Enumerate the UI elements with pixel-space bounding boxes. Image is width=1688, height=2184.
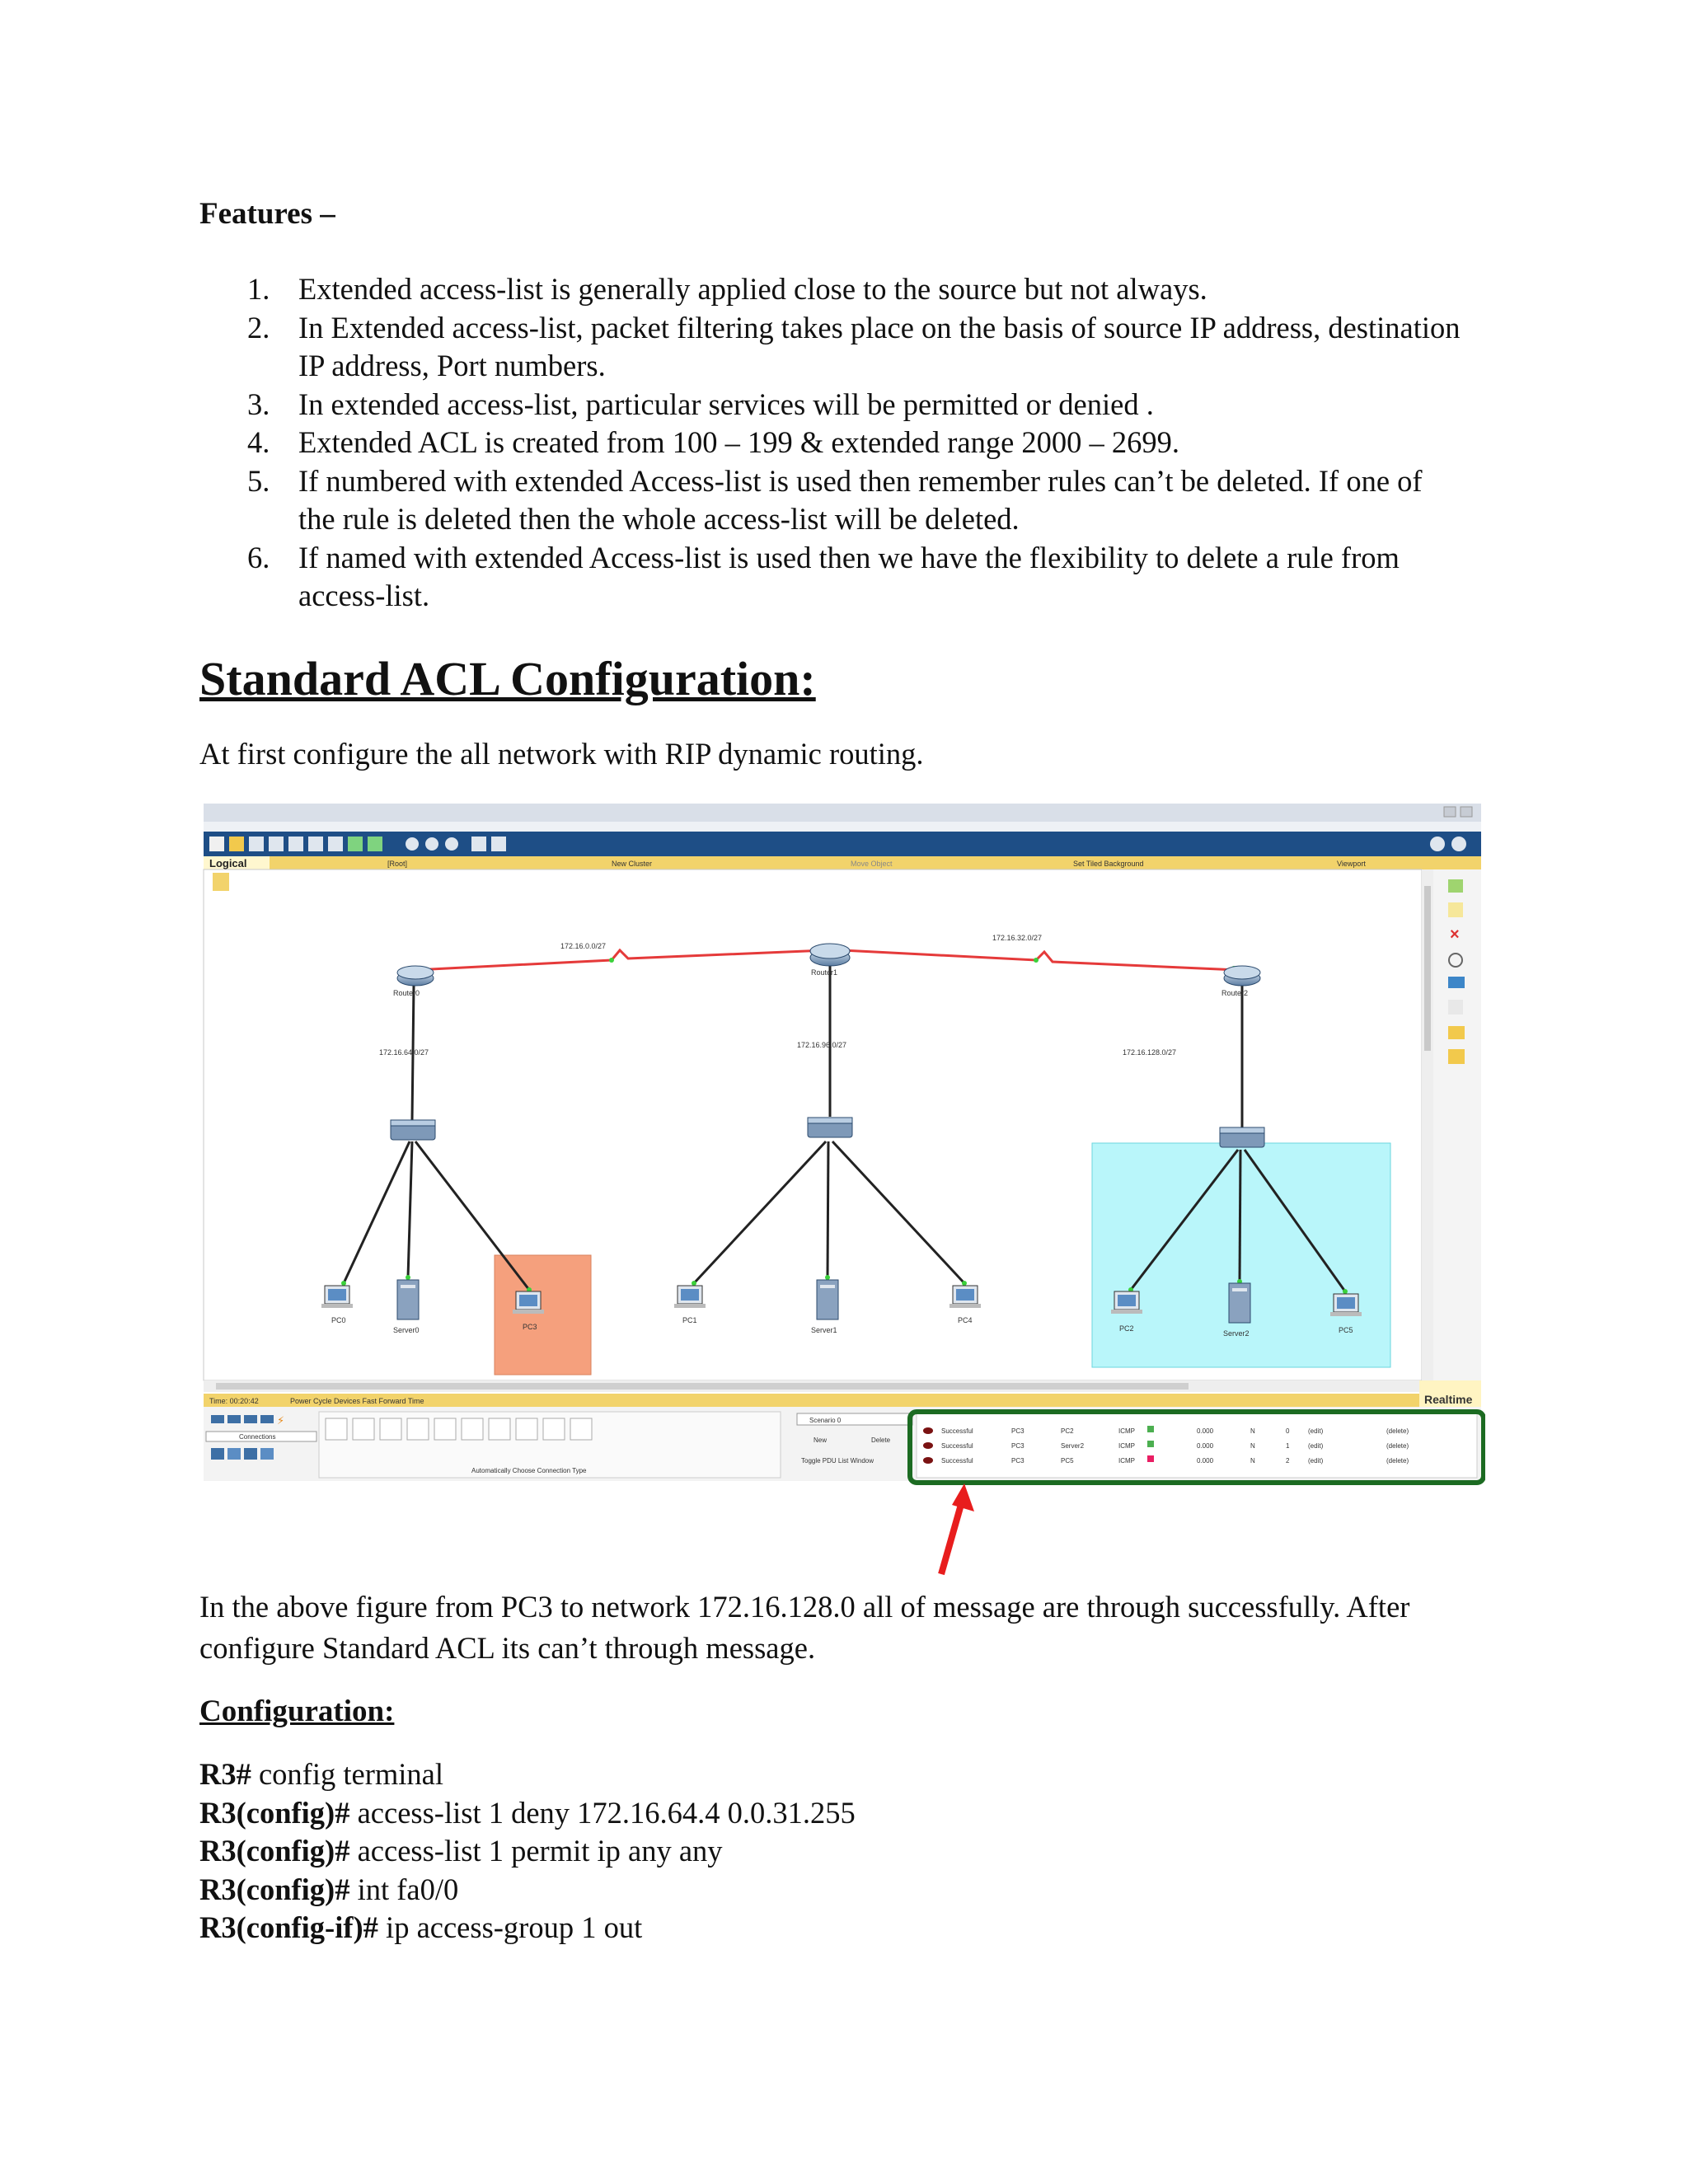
scenario-select-label: Scenario 0 <box>809 1417 842 1424</box>
pdu-cell-num: 2 <box>1286 1457 1290 1465</box>
root-label[interactable]: [Root] <box>387 860 408 868</box>
pdu-cell-dst: PC2 <box>1061 1427 1074 1435</box>
viewport-button[interactable]: Viewport <box>1337 860 1366 868</box>
time-label: Time: 00:20:42 <box>209 1397 259 1405</box>
section-title: Standard ACL Configuration: <box>199 652 816 705</box>
pdu-cell-edit[interactable]: (edit) <box>1308 1457 1324 1465</box>
pdu-cell-time: 0.000 <box>1197 1457 1214 1465</box>
paste-icon[interactable] <box>328 837 343 851</box>
window-restore-button[interactable] <box>1444 807 1456 817</box>
pc-icon[interactable] <box>674 1286 706 1308</box>
switch-icon[interactable] <box>391 1120 435 1140</box>
arrow-head <box>952 1483 974 1511</box>
wan-emulation-category-icon[interactable] <box>244 1448 257 1460</box>
server-icon[interactable] <box>1229 1283 1250 1323</box>
open-folder-icon[interactable] <box>229 837 244 851</box>
add-simple-pdu-icon[interactable] <box>1448 1026 1465 1039</box>
connections-label: Connections <box>239 1433 276 1441</box>
pdu-cell-type: ICMP <box>1118 1427 1135 1435</box>
pdu-cell-time: 0.000 <box>1197 1442 1214 1450</box>
router-icon[interactable] <box>810 944 850 966</box>
pdu-color-swatch <box>1147 1441 1154 1447</box>
pdu-cell-type: ICMP <box>1118 1457 1135 1465</box>
pdu-cell-edit[interactable]: (edit) <box>1308 1442 1324 1450</box>
red-arrow-annotation <box>925 1483 991 1578</box>
serial-dce-cable-icon[interactable] <box>516 1418 537 1440</box>
device-label: Server2 <box>1223 1329 1250 1338</box>
pdu-cell-num: 0 <box>1286 1427 1290 1435</box>
auto-connection-icon[interactable] <box>326 1418 347 1440</box>
network-label: 172.16.128.0/27 <box>1123 1048 1177 1057</box>
tab-logical-label: Logical <box>209 857 247 869</box>
list-item: 1. Extended access-list is generally applied close to the source but not always. <box>247 272 1207 306</box>
device-label: Server0 <box>393 1326 420 1334</box>
draw-shape-tool-icon[interactable] <box>1448 977 1465 988</box>
security-category-icon[interactable] <box>227 1448 241 1460</box>
router0-label: Router0 <box>393 989 420 997</box>
copy-icon[interactable] <box>308 837 323 851</box>
pdu-cell-src: PC3 <box>1011 1457 1025 1465</box>
list-item: 6. If named with extended Access-list is used then we have the flexibility to delete a rule from access-list. <box>247 540 1400 612</box>
pdu-cell-edit[interactable]: (edit) <box>1308 1427 1324 1435</box>
add-complex-pdu-icon[interactable] <box>1448 1049 1465 1064</box>
pdu-cell-type: ICMP <box>1118 1442 1135 1450</box>
server-icon[interactable] <box>817 1280 838 1319</box>
zoom-out-icon[interactable] <box>445 837 458 851</box>
scrollbar-thumb[interactable] <box>1424 886 1431 1051</box>
redo-icon[interactable] <box>368 837 382 851</box>
phone-cable-icon[interactable] <box>462 1418 483 1440</box>
pdu-fire-icon[interactable] <box>923 1427 933 1434</box>
window-titlebar <box>204 804 1481 822</box>
figure-explanation: In the above figure from PC3 to network 172.16.128.0 all of message are through successfully. After configure Standard ACL its can’t through message. <box>199 1590 1410 1665</box>
intro-paragraph: At first configure the all network with RIP dynamic routing. <box>199 737 924 771</box>
features-heading: Features – <box>199 197 335 231</box>
select-tool-icon[interactable] <box>1448 879 1463 893</box>
move-object-button[interactable]: Move Object <box>851 860 893 868</box>
crossover-cable-icon[interactable] <box>407 1418 429 1440</box>
router2-label: Router2 <box>1221 989 1249 997</box>
pdu-color-swatch <box>1147 1426 1154 1432</box>
list-item: 3. In extended access-list, particular services will be permitted or denied . <box>247 387 1154 421</box>
packet-tracer-screenshot <box>199 804 1485 1496</box>
connection-type-label: Automatically Choose Connection Type <box>471 1467 587 1474</box>
main-toolbar <box>204 832 1481 856</box>
new-scenario-button[interactable]: New <box>814 1436 828 1444</box>
zoom-reset-icon[interactable] <box>425 837 438 851</box>
print-icon[interactable] <box>269 837 284 851</box>
save-icon[interactable] <box>249 837 264 851</box>
wireless-category-icon[interactable] <box>260 1415 274 1423</box>
pc-icon[interactable] <box>1111 1291 1142 1314</box>
list-item: 5. If numbered with extended Access-list is used then remember rules can’t be deleted. If one of the rule is deleted then the whole access-list will be deleted. <box>247 463 1423 536</box>
list-item: 4. Extended ACL is created from 100 – 199 & extended range 2000 – 2699. <box>247 425 1180 459</box>
coaxial-cable-icon[interactable] <box>489 1418 510 1440</box>
zoom-in-icon[interactable] <box>406 837 419 851</box>
config-line: R3(config)# int fa0/0 <box>199 1872 459 1906</box>
power-cycle-button[interactable]: Power Cycle Devices Fast Forward Time <box>290 1397 424 1405</box>
pc3-highlight-zone <box>495 1255 591 1375</box>
pdu-cell-periodic: N <box>1250 1427 1255 1435</box>
device-label: Server1 <box>811 1326 837 1334</box>
fiber-cable-icon[interactable] <box>434 1418 456 1440</box>
serial-dte-cable-icon[interactable] <box>543 1418 565 1440</box>
pdu-fire-icon[interactable] <box>923 1442 933 1449</box>
help-icon[interactable] <box>1451 837 1466 851</box>
note-tool-icon[interactable] <box>1448 902 1463 917</box>
hubs-category-icon[interactable] <box>244 1415 257 1423</box>
pdu-cell-status: Successful <box>941 1427 973 1435</box>
pc-icon[interactable] <box>513 1291 544 1314</box>
network-label: 172.16.96.0/27 <box>797 1041 847 1049</box>
common-tools-panel <box>1433 869 1481 1380</box>
pc-icon[interactable] <box>950 1286 981 1308</box>
pdu-cell-dst: Server2 <box>1061 1442 1085 1450</box>
new-file-icon[interactable] <box>209 837 224 851</box>
toggle-pdu-list-button[interactable]: Toggle PDU List Window <box>801 1457 874 1465</box>
device-label: PC0 <box>331 1316 346 1324</box>
custom-devices-category-icon[interactable] <box>260 1448 274 1460</box>
undo-icon[interactable] <box>348 837 363 851</box>
device-label: PC4 <box>958 1316 973 1324</box>
pdu-fire-icon[interactable] <box>923 1457 933 1464</box>
straight-through-cable-icon[interactable] <box>380 1418 401 1440</box>
config-commands <box>199 1755 856 1947</box>
network-label: 172.16.64.0/27 <box>379 1048 429 1057</box>
arrow-shaft <box>941 1502 962 1574</box>
set-tiled-background-button[interactable]: Set Tiled Background <box>1073 860 1144 868</box>
switch-icon[interactable] <box>808 1118 852 1137</box>
switches-category-icon[interactable] <box>227 1415 241 1423</box>
server-icon[interactable] <box>397 1280 419 1319</box>
activity-wizard-icon[interactable] <box>288 837 303 851</box>
octal-cable-icon[interactable] <box>570 1418 592 1440</box>
menu-bar <box>204 822 1481 832</box>
info-icon[interactable] <box>1430 837 1445 851</box>
device-label: PC5 <box>1339 1326 1353 1334</box>
palette-icon[interactable] <box>471 837 486 851</box>
router1-label: Router1 <box>811 968 838 977</box>
delete-tool-icon[interactable]: × <box>1450 926 1460 944</box>
config-line: R3(config)# access-list 1 permit ip any any <box>199 1834 723 1868</box>
pdu-cell-src: PC3 <box>1011 1427 1025 1435</box>
connections-category-icon[interactable]: ⚡ <box>277 1414 285 1427</box>
custom-device-icon[interactable] <box>491 837 506 851</box>
network-label: 172.16.32.0/27 <box>992 934 1043 942</box>
router-icon[interactable] <box>397 966 434 986</box>
pdu-cell-dst: PC5 <box>1061 1457 1074 1465</box>
pdu-cell-time: 0.000 <box>1197 1427 1214 1435</box>
pc-icon[interactable] <box>1330 1294 1362 1316</box>
pdu-cell-periodic: N <box>1250 1442 1255 1450</box>
config-line: R3# config terminal <box>199 1757 443 1791</box>
delete-scenario-button[interactable]: Delete <box>871 1436 891 1444</box>
features-list <box>199 270 1461 616</box>
realtime-label: Realtime <box>1424 1393 1473 1406</box>
topology-figure <box>199 804 1485 1496</box>
config-line: R3(config)# access-list 1 deny 172.16.64.4 0.0.31.255 <box>199 1795 856 1830</box>
list-item: 2. In Extended access-list, packet filtering takes place on the basis of source IP address, destination IP address, Port numbers. <box>247 310 1461 382</box>
pdu-cell-del[interactable]: (delete) <box>1386 1457 1409 1465</box>
pdu-color-swatch <box>1147 1455 1154 1462</box>
pdu-cell-periodic: N <box>1250 1457 1255 1465</box>
horizontal-scrollbar-thumb[interactable] <box>216 1383 1189 1390</box>
routers-category-icon[interactable] <box>211 1415 224 1423</box>
device-label: PC2 <box>1119 1324 1134 1333</box>
pdu-cell-del[interactable]: (delete) <box>1386 1427 1409 1435</box>
network-label: 172.16.0.0/27 <box>560 942 607 950</box>
window-close-button[interactable] <box>1461 807 1472 817</box>
device-label: PC3 <box>523 1323 537 1331</box>
end-devices-category-icon[interactable] <box>211 1448 224 1460</box>
device-label: PC1 <box>682 1316 697 1324</box>
config-line: R3(config-if)# ip access-group 1 out <box>199 1910 643 1944</box>
pdu-cell-del[interactable]: (delete) <box>1386 1442 1409 1450</box>
cluster-back-icon[interactable] <box>213 873 229 891</box>
configuration-heading: Configuration: <box>199 1694 395 1728</box>
pdu-cell-status: Successful <box>941 1442 973 1450</box>
pc-icon[interactable] <box>321 1286 353 1308</box>
pdu-cell-num: 1 <box>1286 1442 1290 1450</box>
router-icon[interactable] <box>1224 966 1260 986</box>
pdu-cell-status: Successful <box>941 1457 973 1465</box>
console-cable-icon[interactable] <box>353 1418 374 1440</box>
switch-icon[interactable] <box>1220 1127 1264 1147</box>
resize-shape-tool-icon[interactable] <box>1448 1000 1463 1015</box>
pdu-cell-src: PC3 <box>1011 1442 1025 1450</box>
new-cluster-button[interactable]: New Cluster <box>612 860 653 868</box>
